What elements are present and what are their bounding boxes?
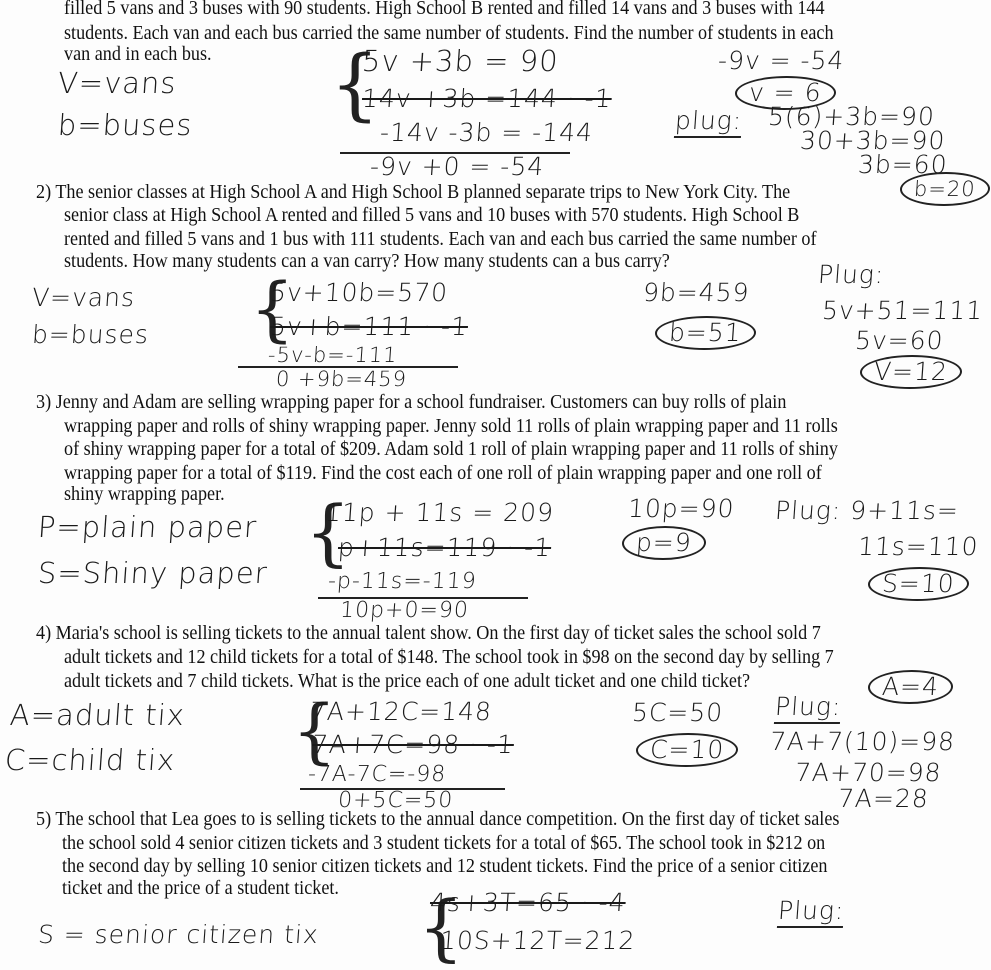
- problem-4-line: 4) Maria's school is selling tickets to the annual talent show. On the first day of ticket sales the school sold 7: [36, 623, 821, 644]
- problem-1-line: students. Each van and each bus carried the same number of students. Find the number of students in each: [64, 23, 834, 44]
- handwritten-answer: A=4: [867, 670, 954, 704]
- problem-3-line: wrapping paper for a total of $119. Find the cost each of one roll of plain wrapping paper and one roll of: [64, 463, 822, 484]
- problem-5-line: 5) The school that Lea goes to is selling tickets to the annual dance competition. On the first day of ticket sales: [36, 809, 840, 830]
- brace-mark: {: [418, 885, 464, 969]
- handwritten-equation: 5v+51=111: [821, 296, 985, 325]
- handwritten-equation: 7A+70=98: [794, 758, 943, 787]
- problem-2-line: students. How many students can a van carry? How many students can a bus carry?: [64, 251, 670, 272]
- problem-5-line: the second day by selling 10 senior citizen tickets and 12 student tickets. Find the price of a senior citizen: [62, 856, 828, 877]
- handwritten-equation: -9v +0 = -54: [369, 152, 546, 181]
- handwritten-note: Plug:: [777, 896, 846, 928]
- problem-3-line: 3) Jenny and Adam are selling wrapping paper for a school fundraiser. Customers can buy rolls of plain: [36, 392, 787, 413]
- handwritten-note: S=Shiny paper: [36, 556, 269, 590]
- handwritten-answer: b=20: [899, 172, 991, 206]
- brace-mark: {: [305, 490, 351, 574]
- problem-1-line: filled 5 vans and 3 buses with 90 students. High School B rented and filled 14 vans and 3 buses with 144: [64, 0, 825, 19]
- handwritten-answer: v = 6: [734, 76, 837, 110]
- handwritten-answer: S=10: [867, 567, 970, 601]
- handwritten-equation: 10S+12T=212: [439, 926, 637, 955]
- handwritten-equation: p+11s=119 · -1: [337, 533, 553, 562]
- handwritten-equation: 7A=28: [837, 784, 930, 813]
- handwritten-answer: C=10: [635, 733, 740, 767]
- handwritten-note: Plug:: [774, 692, 843, 724]
- handwritten-equation: Plug: 9+11s=: [774, 496, 960, 525]
- handwritten-note: Plug:: [817, 260, 886, 289]
- handwritten-equation: 5v=60: [854, 326, 945, 355]
- handwritten-note: C=child tix: [3, 743, 177, 777]
- handwritten-equation: 0 +9b=459: [275, 367, 408, 391]
- handwritten-equation: -14v -3b = -144: [379, 118, 595, 147]
- handwritten-answer: b=51: [654, 316, 757, 350]
- brace-mark: {: [292, 690, 337, 772]
- problem-4-line: adult tickets and 12 child tickets for a total of $148. The school took in $98 on the second day by selling 7: [64, 647, 834, 668]
- handwritten-equation: 5v+b=111 · -1: [269, 312, 470, 341]
- problem-2-line: senior class at High School A rented and filled 5 vans and 10 buses with 570 students. High School B: [64, 205, 800, 226]
- problem-2-line: 2) The senior classes at High School A and High School B planned separate trips to New York City. The: [36, 182, 791, 203]
- handwritten-equation: 5C=50: [631, 698, 725, 727]
- handwritten-equation: 10p=90: [627, 494, 736, 523]
- problem-1-line: van and in each bus.: [64, 44, 212, 65]
- handwritten-equation: 5v +3b = 90: [360, 44, 560, 78]
- handwritten-equation: 9b=459: [642, 278, 751, 307]
- problem-3-line: shiny wrapping paper.: [64, 484, 225, 505]
- handwritten-equation: 14v +3b =144 · -1: [361, 84, 613, 113]
- handwritten-note: b=buses: [56, 108, 194, 142]
- brace-mark: {: [330, 40, 380, 130]
- handwritten-answer: p=9: [621, 526, 707, 560]
- handwritten-note: b=buses: [31, 320, 151, 349]
- handwritten-note: V=vans: [31, 283, 137, 312]
- handwritten-equation: 7A+12C=148: [309, 697, 493, 726]
- handwritten-equation: 7A+7C=98 · -1: [311, 730, 515, 759]
- handwritten-equation: 10p+0=90: [339, 598, 470, 623]
- handwritten-equation: 4s+3T=65 · -4: [429, 888, 627, 917]
- handwritten-note: S = senior citizen tix: [37, 920, 320, 949]
- handwritten-equation: -5v-b=-111: [267, 343, 399, 367]
- handwritten-note: A=adult tix: [8, 698, 187, 732]
- brace-mark: {: [250, 268, 295, 350]
- problem-5-line: ticket and the price of a student ticket.: [62, 878, 339, 899]
- problem-3-line: of shiny wrapping paper for a total of $209. Adam sold 1 roll of plain wrapping paper and 11 rolls of shiny: [64, 439, 838, 460]
- handwritten-equation: 30+3b=90: [799, 126, 947, 155]
- handwritten-equation: 0+5C=50: [337, 788, 455, 813]
- handwritten-equation: 11s=110: [857, 532, 980, 561]
- handwritten-equation: -9v = -54: [717, 46, 846, 75]
- handwritten-answer: V=12: [859, 355, 963, 389]
- handwritten-equation: 11p + 11s = 209: [324, 498, 555, 527]
- handwritten-equation: 7A+7(10)=98: [769, 727, 957, 756]
- handwritten-equation: 3b=60: [857, 150, 949, 179]
- handwritten-note: V=vans: [56, 66, 178, 100]
- handwritten-equation: -p-11s=-119: [327, 569, 478, 594]
- problem-4-line: adult tickets and 7 child tickets. What is the price each of one adult ticket and one child ticket?: [64, 671, 751, 692]
- problem-3-line: wrapping paper and rolls of shiny wrapping paper. Jenny sold 11 rolls of plain wrapping paper and 11 rolls: [64, 416, 838, 437]
- handwritten-note: P=plain paper: [36, 510, 259, 544]
- problem-2-line: rented and filled 5 vans and 1 bus with 111 students. Each van and each bus carried the same number of: [64, 229, 817, 250]
- handwritten-note: plug:: [674, 106, 743, 138]
- problem-5-line: the school sold 4 senior citizen tickets and 3 student tickets for a total of $65. The school took in $212 on: [62, 833, 826, 854]
- handwritten-equation: 5(6)+3b=90: [767, 102, 936, 131]
- handwritten-equation: 5v+10b=570: [269, 278, 450, 307]
- handwritten-equation: -7A-7C=-98: [307, 762, 448, 787]
